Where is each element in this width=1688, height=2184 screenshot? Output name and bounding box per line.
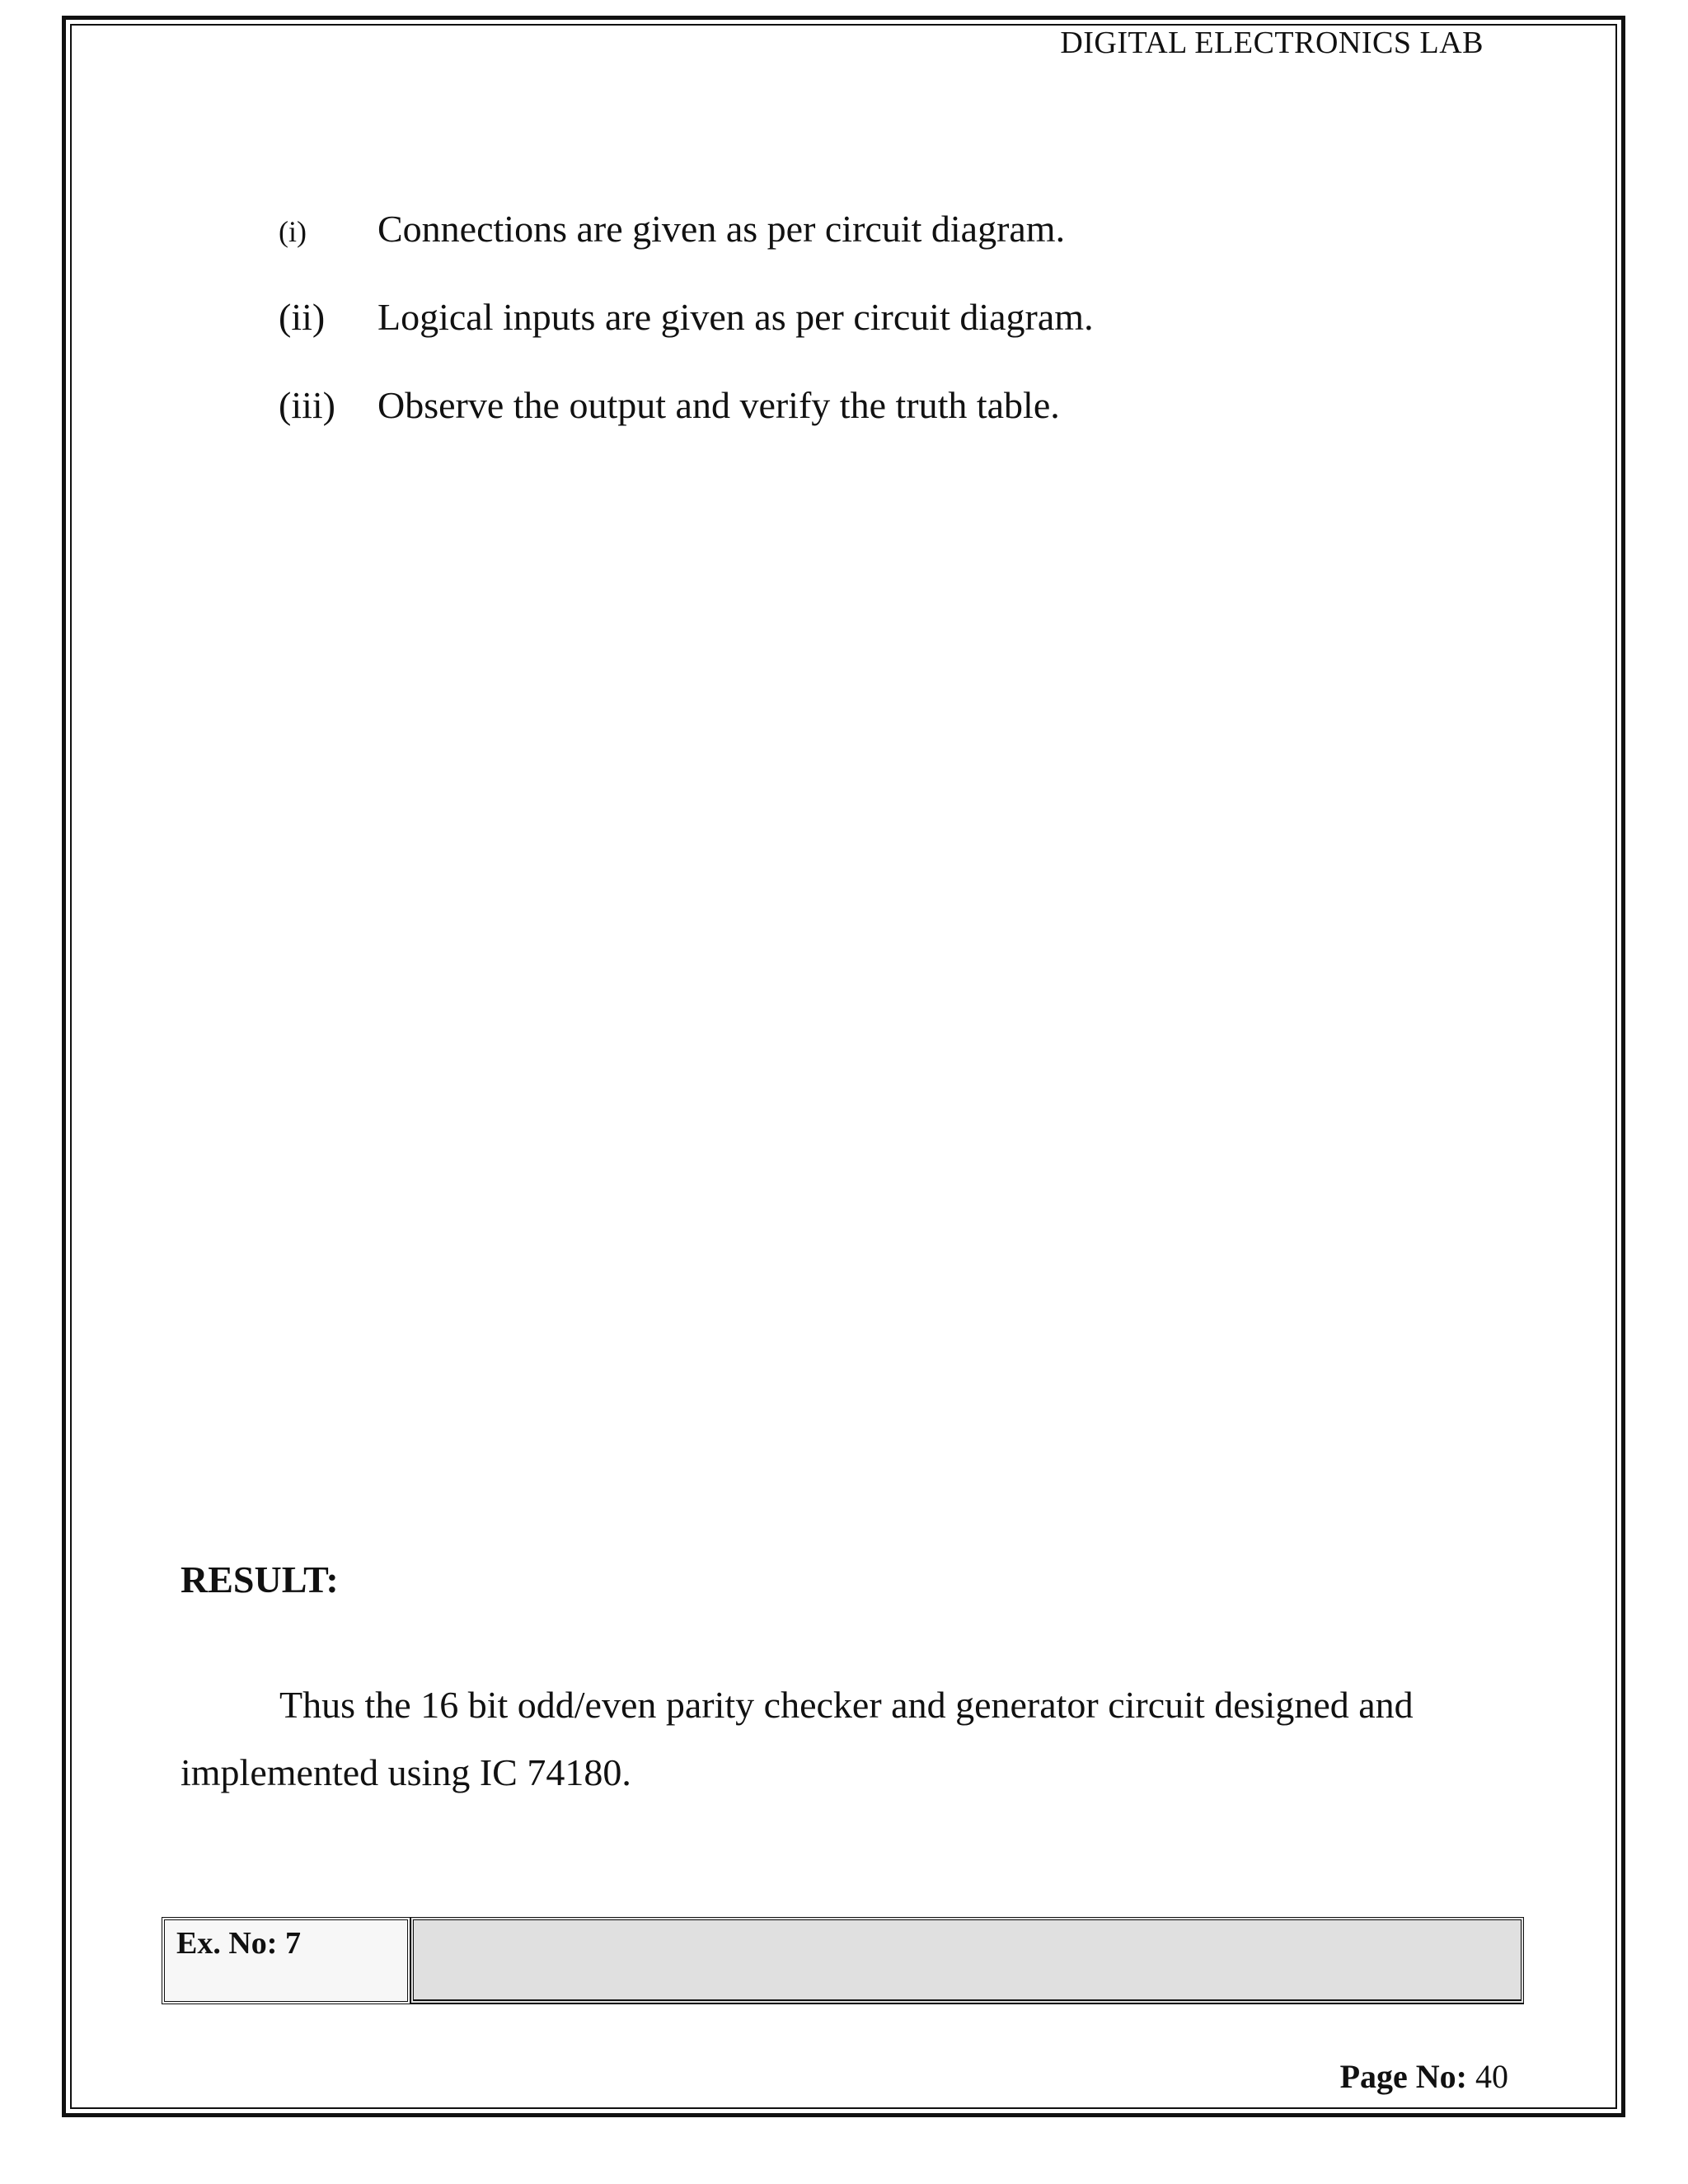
exercise-box xyxy=(162,1917,1524,2004)
step-number: (ii) xyxy=(279,296,326,338)
result-heading: RESULT: xyxy=(181,1558,339,1601)
procedure-step-2 xyxy=(279,294,1094,340)
step-text: Logical inputs are given as per circuit diagram. xyxy=(377,296,1094,338)
step-text: Connections are given as per circuit diagram. xyxy=(377,208,1066,250)
page-number-label: Page No: xyxy=(1339,2058,1467,2095)
procedure-step-3 xyxy=(279,382,1060,429)
exercise-number: Ex. No: 7 xyxy=(162,1917,410,2004)
step-number: (i) xyxy=(279,215,307,248)
step-number: (iii) xyxy=(279,384,335,426)
step-text: Observe the output and verify the truth table. xyxy=(377,384,1060,426)
page-number xyxy=(1340,2057,1508,2096)
page-number-value: 40 xyxy=(1475,2058,1508,2095)
lab-header: DIGITAL ELECTRONICS LAB xyxy=(1060,26,1484,60)
result-text: Thus the 16 bit odd/even parity checker and generator circuit designed and implemented using IC 74180. xyxy=(181,1684,1414,1793)
procedure-step-1 xyxy=(279,206,1065,255)
exercise-title-cell xyxy=(410,1917,1524,2004)
